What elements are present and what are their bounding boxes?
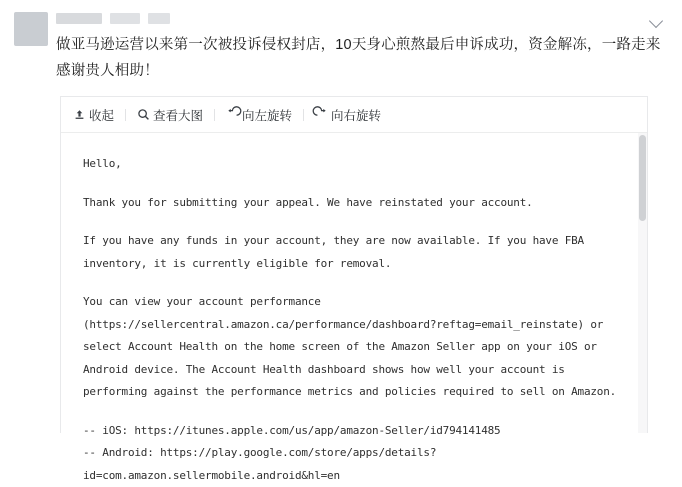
- email-paragraph: Thank you for submitting your appeal. We have reinstated your account.: [83, 195, 533, 209]
- avatar[interactable]: [14, 12, 48, 46]
- email-paragraph: Hello,: [83, 157, 122, 170]
- rotate-right-label: 向右旋转: [331, 108, 382, 123]
- attachment-panel: [60, 96, 648, 482]
- rotate-right-button[interactable]: [315, 106, 392, 124]
- collapse-button[interactable]: [73, 106, 125, 124]
- email-paragraph: If you have any funds in your account, they are now available. If you have FBA inventory, it is currently eligible for removal.: [83, 234, 584, 270]
- scrollbar[interactable]: [638, 133, 647, 433]
- author-name-block-2: [110, 13, 140, 24]
- toolbar-divider-3: [303, 109, 304, 121]
- email-paragraph: -- Android: https://play.google.com/store/apps/details?id=com.amazon.sellermobile.android&hl=en: [83, 446, 437, 482]
- toolbar-divider-1: [125, 109, 126, 121]
- email-text-block: [61, 153, 647, 487]
- toolbar-divider-2: [214, 109, 215, 121]
- email-paragraph: -- iOS: https://itunes.apple.com/us/app/amazon-Seller/id794141485: [83, 423, 501, 437]
- view-large-button[interactable]: [137, 106, 214, 124]
- scrollbar-thumb[interactable]: [639, 135, 646, 221]
- email-screenshot: [61, 133, 647, 482]
- rotate-left-icon: [226, 108, 239, 121]
- author-name-redacted: [56, 10, 668, 26]
- rotate-left-label: 向左旋转: [242, 108, 293, 123]
- post-header-right: [48, 10, 668, 84]
- image-toolbar: [61, 97, 647, 133]
- rotate-left-button[interactable]: [226, 106, 303, 124]
- email-paragraph: You can view your account performance (https://sellercentral.amazon.ca/performance/dashboard?reftag=email_reinstate) or select Account Health on the home screen of the Amazon Seller app on your iOS or Android device. The Account Health dashboard shows how well your account is performing against the performance metrics and policies required to sell on Amazon.: [83, 295, 617, 398]
- magnifier-icon: [137, 108, 150, 121]
- upload-arrow-icon: [73, 108, 86, 121]
- post-header: [0, 0, 682, 84]
- rotate-right-icon: [315, 108, 328, 121]
- post-content: 做亚马逊运营以来第一次被投诉侵权封店，10天身心煎熬最后申诉成功，资金解冻，一路走来感谢贵人相助！: [56, 37, 661, 79]
- author-name-block-1: [56, 13, 102, 24]
- chevron-down-icon[interactable]: [650, 14, 664, 28]
- view-large-label: 查看大图: [153, 108, 204, 123]
- author-name-block-3: [148, 13, 170, 24]
- collapse-label: 收起: [89, 108, 115, 123]
